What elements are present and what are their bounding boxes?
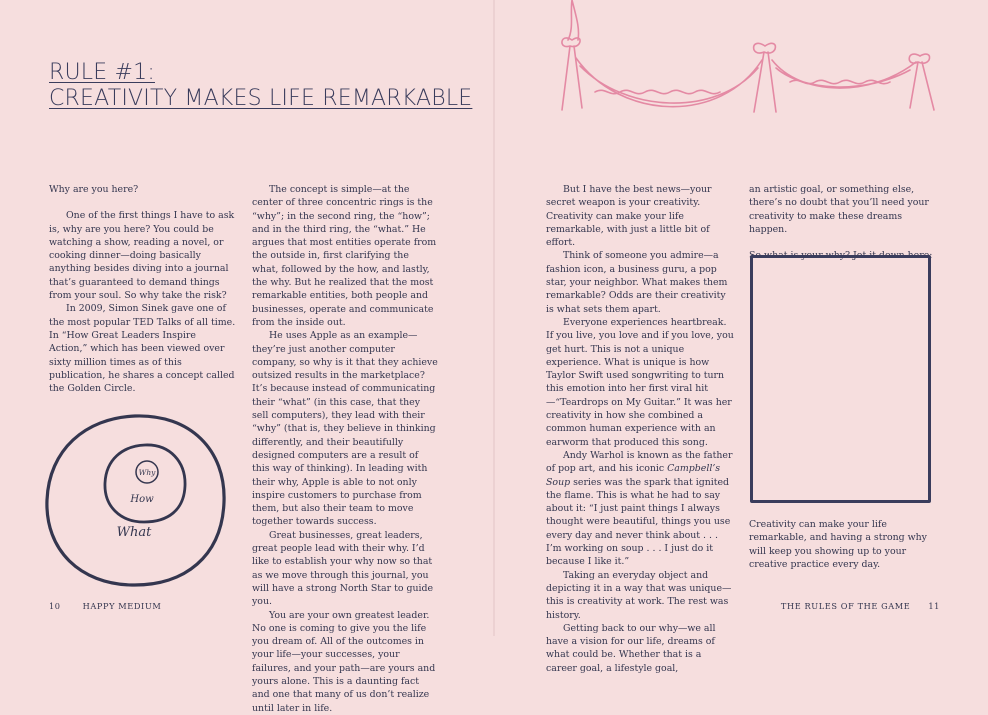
garland-bow-2	[754, 43, 776, 112]
right-page-column-1	[546, 183, 734, 675]
paragraph: But I have the best news—your secret weapon is your creativity. Creativity can make your life remarkable, with just a little bit of effort.	[546, 184, 712, 249]
running-head-right: THE RULES OF THE GAME	[780, 601, 911, 611]
running-head-left: HAPPY MEDIUM	[82, 601, 162, 611]
paragraph: Getting back to our why—we all have a vision for our life, dreams of what could be. Whether that is a career goal, a lifestyle goal,	[546, 622, 716, 674]
left-footer	[49, 601, 161, 611]
chapter-title	[49, 60, 473, 112]
closing-paragraph: Creativity can make your life remarkable, and having a strong why will keep you showing up to your creative practice every day.	[749, 519, 927, 570]
diagram-label-why: Why	[138, 468, 156, 477]
garland-swag-2	[772, 60, 916, 88]
page-gutter	[493, 0, 495, 636]
garland-ribbon-left	[568, 0, 579, 40]
right-page-column-2	[749, 183, 939, 262]
right-footer	[781, 601, 940, 611]
paragraph-text: Andy Warhol is known as the father of pop art, and his iconic	[546, 449, 733, 475]
paragraph: The concept is simple—at the center of three concentric rings is the “why”; in the second ring, the “how”; and in the third ring, the “what.” He argues that most entities operate from the outside in, first clarifying the what, followed by the how, and lastly, the why. But he realized that the most remarkable entities, both people and businesses, operate and communicate from the inside out.	[252, 184, 437, 328]
paragraph: You are your own greatest leader. No one is coming to give you the life you dream of. All of the outcomes in your life—your successes, your failures, and your path—are yours and yours alone. This is a daunting fact and one that many of us don’t realize until later in life.	[252, 609, 436, 714]
paragraph: In 2009, Simon Sinek gave one of the most popular TED Talks of all time. In “How Great Leaders Inspire Action,” which has been viewed over sixty million times as of this publication, he shares a concept called the Golden Circle.	[49, 303, 236, 395]
paragraph-text: series was the spark that ignited the flame. This is what he had to say about it: “I just paint things I always thought were beautiful, things you use every day and never think about . . . I’m working on soup . . . I just do it because I like it.”	[546, 476, 731, 568]
left-page-column-1	[49, 183, 237, 395]
paragraph: Taking an everyday object and depicting it in a way that was unique—this is creativity at work. The rest was history.	[546, 569, 732, 621]
paragraph: an artistic goal, or something else, there’s no doubt that you’ll need your creativity to make these dreams happen.	[749, 184, 929, 235]
left-page-column-2	[252, 183, 438, 715]
paragraph: Everyone experiences heartbreak. If you live, you love and if you love, you get hurt. This is not a unique experience. What is unique is how Taylor Swift used songwriting to turn this emotion into her first viral hit—“Teardrops on My Guitar.” It was her creativity in how she combined a common human experience with an earworm that produced this song.	[546, 316, 734, 448]
paragraph: Great businesses, great leaders, great people lead with their why. I’d like to establish your why now so that as we move through this journal, you will have a strong North Star to guide you.	[252, 529, 434, 608]
title-line-2: CREATIVITY MAKES LIFE REMARKABLE	[49, 86, 473, 111]
page-number-right: 11	[928, 601, 940, 611]
closing-paragraph-block	[749, 518, 939, 571]
why-answer-box[interactable]	[750, 255, 931, 503]
italic-title: Campbell’s Soup	[546, 463, 721, 488]
diagram-label-how: How	[130, 494, 154, 505]
garland-swag-1	[576, 58, 762, 107]
title-line-1: RULE #1:	[49, 60, 155, 85]
paragraph: He uses Apple as an example—they’re just another computer company, so why is it that they achieve outsized results in the marketplace? It’s because instead of communicating their “what” (in this case, that they sell computers), they lead with their “why” (that is, they believe in thinking differently, and their beautifully designed computers are a result of this way of thinking). In leading with their why, Apple is able to not only inspire customers to purchase from them, but also their team to move together towards success.	[252, 330, 438, 528]
bunting-garland-illustration	[550, 0, 940, 140]
paragraph: Think of someone you admire—a fashion icon, a business guru, a pop star, your neighbor. What makes them remarkable? Odds are their creativity is what sets them apart.	[546, 250, 728, 315]
diagram-label-what: What	[116, 525, 152, 540]
garland-bow-1	[562, 38, 582, 110]
paragraph: One of the first things I have to ask is, why are you here? You could be watching a show, reading a novel, or cooking dinner—doing basically anything besides diving into a journal that’s guaranteed to demand things from your soul. So why take the risk?	[49, 210, 235, 302]
page-number-left: 10	[49, 601, 61, 611]
golden-circle-diagram	[40, 410, 230, 590]
section-heading: Why are you here?	[49, 184, 139, 195]
journal-prompt: So what is your why? Jot it down here:	[749, 250, 933, 262]
garland-bow-3	[909, 54, 934, 110]
paragraph	[546, 449, 734, 569]
